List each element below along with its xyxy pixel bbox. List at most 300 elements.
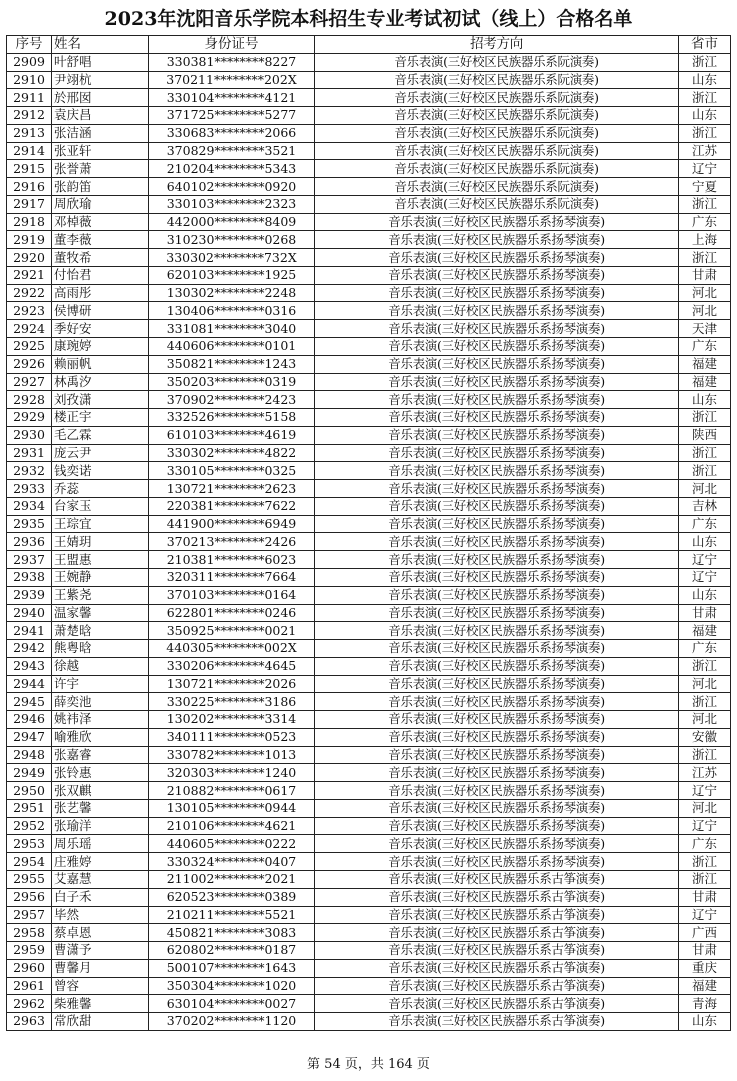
cell-name: 常欣甜 bbox=[52, 1013, 149, 1031]
cell-name: 毛乙霖 bbox=[52, 426, 149, 444]
table-row bbox=[7, 693, 731, 711]
cell-name: 叶舒唱 bbox=[52, 53, 149, 71]
cell-name: 刘孜潇 bbox=[52, 391, 149, 409]
table-header-row bbox=[7, 36, 731, 54]
cell-no: 2959 bbox=[7, 942, 52, 960]
cell-name: 张铃惠 bbox=[52, 764, 149, 782]
cell-province: 河北 bbox=[679, 480, 731, 498]
cell-name: 邓棹薇 bbox=[52, 213, 149, 231]
table-row bbox=[7, 853, 731, 871]
table-row bbox=[7, 89, 731, 107]
cell-province: 福建 bbox=[679, 977, 731, 995]
cell-no: 2929 bbox=[7, 409, 52, 427]
cell-province: 浙江 bbox=[679, 444, 731, 462]
cell-id: 210882********0617 bbox=[149, 782, 315, 800]
cell-no: 2932 bbox=[7, 462, 52, 480]
cell-major: 音乐表演(三好校区民族器乐系扬琴演奏) bbox=[315, 782, 679, 800]
table-row bbox=[7, 497, 731, 515]
table-row bbox=[7, 249, 731, 267]
cell-major: 音乐表演(三好校区民族器乐系阮演奏) bbox=[315, 160, 679, 178]
cell-province: 甘肃 bbox=[679, 266, 731, 284]
table-row bbox=[7, 142, 731, 160]
cell-name: 张艺馨 bbox=[52, 799, 149, 817]
cell-name: 周欣瑜 bbox=[52, 195, 149, 213]
cell-major: 音乐表演(三好校区民族器乐系扬琴演奏) bbox=[315, 444, 679, 462]
cell-id: 330103********2323 bbox=[149, 195, 315, 213]
cell-major: 音乐表演(三好校区民族器乐系扬琴演奏) bbox=[315, 302, 679, 320]
cell-name: 曹馨月 bbox=[52, 959, 149, 977]
cell-id: 442000********8409 bbox=[149, 213, 315, 231]
cell-id: 620802********0187 bbox=[149, 942, 315, 960]
table-row bbox=[7, 728, 731, 746]
cell-name: 张洁涵 bbox=[52, 124, 149, 142]
cell-name: 高雨彤 bbox=[52, 284, 149, 302]
cell-id: 330324********0407 bbox=[149, 853, 315, 871]
cell-province: 浙江 bbox=[679, 870, 731, 888]
cell-id: 332526********5158 bbox=[149, 409, 315, 427]
cell-no: 2958 bbox=[7, 924, 52, 942]
cell-major: 音乐表演(三好校区民族器乐系扬琴演奏) bbox=[315, 764, 679, 782]
cell-name: 张瑜洋 bbox=[52, 817, 149, 835]
cell-major: 音乐表演(三好校区民族器乐系古筝演奏) bbox=[315, 924, 679, 942]
cell-id: 370829********3521 bbox=[149, 142, 315, 160]
cell-major: 音乐表演(三好校区民族器乐系扬琴演奏) bbox=[315, 551, 679, 569]
table-row bbox=[7, 71, 731, 89]
cell-major: 音乐表演(三好校区民族器乐系扬琴演奏) bbox=[315, 799, 679, 817]
cell-province: 河北 bbox=[679, 675, 731, 693]
cell-province: 甘肃 bbox=[679, 888, 731, 906]
cell-major: 音乐表演(三好校区民族器乐系古筝演奏) bbox=[315, 870, 679, 888]
table-row bbox=[7, 53, 731, 71]
table-row bbox=[7, 640, 731, 658]
table-row bbox=[7, 515, 731, 533]
cell-id: 331081********3040 bbox=[149, 320, 315, 338]
cell-no: 2947 bbox=[7, 728, 52, 746]
cell-id: 370202********1120 bbox=[149, 1013, 315, 1031]
header-province: 省市 bbox=[679, 36, 731, 54]
cell-id: 330782********1013 bbox=[149, 746, 315, 764]
cell-name: 许宇 bbox=[52, 675, 149, 693]
cell-major: 音乐表演(三好校区民族器乐系扬琴演奏) bbox=[315, 480, 679, 498]
cell-province: 安徽 bbox=[679, 728, 731, 746]
cell-no: 2953 bbox=[7, 835, 52, 853]
cell-no: 2911 bbox=[7, 89, 52, 107]
cell-major: 音乐表演(三好校区民族器乐系古筝演奏) bbox=[315, 995, 679, 1013]
cell-id: 630104********0027 bbox=[149, 995, 315, 1013]
cell-name: 王婉静 bbox=[52, 568, 149, 586]
table-row bbox=[7, 462, 731, 480]
cell-province: 辽宁 bbox=[679, 906, 731, 924]
cell-major: 音乐表演(三好校区民族器乐系扬琴演奏) bbox=[315, 746, 679, 764]
cell-id: 440606********0101 bbox=[149, 338, 315, 356]
cell-no: 2934 bbox=[7, 497, 52, 515]
page-title: 2023年沈阳音乐学院本科招生专业考试初试（线上）合格名单 bbox=[104, 8, 633, 30]
cell-major: 音乐表演(三好校区民族器乐系扬琴演奏) bbox=[315, 249, 679, 267]
cell-province: 浙江 bbox=[679, 195, 731, 213]
cell-no: 2927 bbox=[7, 373, 52, 391]
cell-id: 622801********0246 bbox=[149, 604, 315, 622]
cell-name: 张亚轩 bbox=[52, 142, 149, 160]
cell-id: 210211********5521 bbox=[149, 906, 315, 924]
cell-no: 2923 bbox=[7, 302, 52, 320]
cell-no: 2938 bbox=[7, 568, 52, 586]
header-name: 姓名 bbox=[52, 36, 149, 54]
cell-province: 广东 bbox=[679, 835, 731, 853]
cell-id: 130202********3314 bbox=[149, 711, 315, 729]
cell-province: 浙江 bbox=[679, 657, 731, 675]
cell-province: 浙江 bbox=[679, 409, 731, 427]
cell-no: 2948 bbox=[7, 746, 52, 764]
cell-name: 侯博研 bbox=[52, 302, 149, 320]
cell-name: 张嘉睿 bbox=[52, 746, 149, 764]
cell-name: 徐越 bbox=[52, 657, 149, 675]
cell-name: 温家馨 bbox=[52, 604, 149, 622]
cell-no: 2925 bbox=[7, 338, 52, 356]
cell-no: 2946 bbox=[7, 711, 52, 729]
cell-major: 音乐表演(三好校区民族器乐系扬琴演奏) bbox=[315, 409, 679, 427]
cell-name: 周乐瑶 bbox=[52, 835, 149, 853]
cell-major: 音乐表演(三好校区民族器乐系扬琴演奏) bbox=[315, 266, 679, 284]
cell-major: 音乐表演(三好校区民族器乐系扬琴演奏) bbox=[315, 355, 679, 373]
table-row bbox=[7, 426, 731, 444]
table-body bbox=[7, 53, 731, 1030]
cell-province: 广西 bbox=[679, 924, 731, 942]
cell-no: 2930 bbox=[7, 426, 52, 444]
cell-major: 音乐表演(三好校区民族器乐系古筝演奏) bbox=[315, 906, 679, 924]
cell-no: 2937 bbox=[7, 551, 52, 569]
cell-major: 音乐表演(三好校区民族器乐系扬琴演奏) bbox=[315, 657, 679, 675]
cell-id: 330104********4121 bbox=[149, 89, 315, 107]
cell-major: 音乐表演(三好校区民族器乐系扬琴演奏) bbox=[315, 586, 679, 604]
cell-id: 440605********0222 bbox=[149, 835, 315, 853]
cell-no: 2940 bbox=[7, 604, 52, 622]
table-row bbox=[7, 160, 731, 178]
cell-id: 370103********0164 bbox=[149, 586, 315, 604]
table-row bbox=[7, 355, 731, 373]
cell-province: 辽宁 bbox=[679, 160, 731, 178]
table-row bbox=[7, 284, 731, 302]
cell-name: 张誉萧 bbox=[52, 160, 149, 178]
cell-province: 浙江 bbox=[679, 53, 731, 71]
cell-id: 130406********0316 bbox=[149, 302, 315, 320]
cell-name: 张双麒 bbox=[52, 782, 149, 800]
cell-id: 370902********2423 bbox=[149, 391, 315, 409]
table-row bbox=[7, 657, 731, 675]
cell-name: 王琮宜 bbox=[52, 515, 149, 533]
cell-province: 广东 bbox=[679, 338, 731, 356]
cell-no: 2916 bbox=[7, 178, 52, 196]
cell-major: 音乐表演(三好校区民族器乐系扬琴演奏) bbox=[315, 426, 679, 444]
cell-no: 2913 bbox=[7, 124, 52, 142]
cell-no: 2920 bbox=[7, 249, 52, 267]
table-row bbox=[7, 817, 731, 835]
table-row bbox=[7, 870, 731, 888]
cell-province: 天津 bbox=[679, 320, 731, 338]
cell-name: 董李薇 bbox=[52, 231, 149, 249]
cell-name: 曾容 bbox=[52, 977, 149, 995]
cell-id: 320311********7664 bbox=[149, 568, 315, 586]
cell-major: 音乐表演(三好校区民族器乐系阮演奏) bbox=[315, 142, 679, 160]
cell-id: 450821********3083 bbox=[149, 924, 315, 942]
cell-id: 370213********2426 bbox=[149, 533, 315, 551]
cell-no: 2926 bbox=[7, 355, 52, 373]
cell-no: 2941 bbox=[7, 622, 52, 640]
cell-no: 2931 bbox=[7, 444, 52, 462]
cell-id: 330225********3186 bbox=[149, 693, 315, 711]
cell-province: 浙江 bbox=[679, 124, 731, 142]
cell-province: 宁夏 bbox=[679, 178, 731, 196]
cell-no: 2961 bbox=[7, 977, 52, 995]
cell-no: 2936 bbox=[7, 533, 52, 551]
cell-name: 庄雅婷 bbox=[52, 853, 149, 871]
cell-major: 音乐表演(三好校区民族器乐系扬琴演奏) bbox=[315, 497, 679, 515]
cell-major: 音乐表演(三好校区民族器乐系阮演奏) bbox=[315, 89, 679, 107]
cell-province: 重庆 bbox=[679, 959, 731, 977]
cell-no: 2954 bbox=[7, 853, 52, 871]
table-row bbox=[7, 888, 731, 906]
cell-province: 江苏 bbox=[679, 764, 731, 782]
cell-id: 320303********1240 bbox=[149, 764, 315, 782]
cell-major: 音乐表演(三好校区民族器乐系扬琴演奏) bbox=[315, 320, 679, 338]
cell-province: 广东 bbox=[679, 213, 731, 231]
cell-major: 音乐表演(三好校区民族器乐系扬琴演奏) bbox=[315, 728, 679, 746]
cell-id: 370211********202X bbox=[149, 71, 315, 89]
cell-province: 河北 bbox=[679, 711, 731, 729]
cell-major: 音乐表演(三好校区民族器乐系阮演奏) bbox=[315, 53, 679, 71]
table-row bbox=[7, 622, 731, 640]
cell-name: 姚祎泽 bbox=[52, 711, 149, 729]
cell-name: 白子禾 bbox=[52, 888, 149, 906]
table-row bbox=[7, 924, 731, 942]
cell-province: 辽宁 bbox=[679, 568, 731, 586]
table-row bbox=[7, 391, 731, 409]
cell-major: 音乐表演(三好校区民族器乐系扬琴演奏) bbox=[315, 835, 679, 853]
cell-province: 广东 bbox=[679, 515, 731, 533]
cell-name: 董牧希 bbox=[52, 249, 149, 267]
table-row bbox=[7, 586, 731, 604]
header-major: 招考方向 bbox=[315, 36, 679, 54]
cell-province: 吉林 bbox=[679, 497, 731, 515]
table-row bbox=[7, 942, 731, 960]
cell-name: 王婧玥 bbox=[52, 533, 149, 551]
cell-major: 音乐表演(三好校区民族器乐系扬琴演奏) bbox=[315, 462, 679, 480]
cell-major: 音乐表演(三好校区民族器乐系扬琴演奏) bbox=[315, 693, 679, 711]
cell-province: 陕西 bbox=[679, 426, 731, 444]
cell-id: 350304********1020 bbox=[149, 977, 315, 995]
cell-no: 2928 bbox=[7, 391, 52, 409]
cell-id: 210204********5343 bbox=[149, 160, 315, 178]
cell-major: 音乐表演(三好校区民族器乐系古筝演奏) bbox=[315, 959, 679, 977]
table-row bbox=[7, 444, 731, 462]
table-row bbox=[7, 178, 731, 196]
cell-name: 於邢囡 bbox=[52, 89, 149, 107]
cell-province: 上海 bbox=[679, 231, 731, 249]
cell-id: 130721********2026 bbox=[149, 675, 315, 693]
cell-no: 2962 bbox=[7, 995, 52, 1013]
table-row bbox=[7, 1013, 731, 1031]
table-row bbox=[7, 266, 731, 284]
cell-id: 620103********1925 bbox=[149, 266, 315, 284]
cell-name: 薛奕池 bbox=[52, 693, 149, 711]
cell-no: 2952 bbox=[7, 817, 52, 835]
cell-province: 山东 bbox=[679, 533, 731, 551]
cell-id: 130302********2248 bbox=[149, 284, 315, 302]
cell-no: 2939 bbox=[7, 586, 52, 604]
cell-name: 张韵笛 bbox=[52, 178, 149, 196]
cell-no: 2963 bbox=[7, 1013, 52, 1031]
cell-id: 440305********002X bbox=[149, 640, 315, 658]
cell-no: 2924 bbox=[7, 320, 52, 338]
table-row bbox=[7, 124, 731, 142]
table-row bbox=[7, 746, 731, 764]
cell-id: 330302********4822 bbox=[149, 444, 315, 462]
cell-name: 蔡卓恩 bbox=[52, 924, 149, 942]
cell-province: 河北 bbox=[679, 284, 731, 302]
cell-id: 130721********2623 bbox=[149, 480, 315, 498]
table-row bbox=[7, 302, 731, 320]
cell-major: 音乐表演(三好校区民族器乐系阮演奏) bbox=[315, 178, 679, 196]
header-id: 身份证号 bbox=[149, 36, 315, 54]
cell-name: 袁庆昌 bbox=[52, 107, 149, 125]
cell-name: 台家玉 bbox=[52, 497, 149, 515]
cell-name: 艾嘉慧 bbox=[52, 870, 149, 888]
cell-major: 音乐表演(三好校区民族器乐系扬琴演奏) bbox=[315, 391, 679, 409]
cell-name: 喻雅欣 bbox=[52, 728, 149, 746]
cell-no: 2918 bbox=[7, 213, 52, 231]
cell-major: 音乐表演(三好校区民族器乐系扬琴演奏) bbox=[315, 675, 679, 693]
cell-no: 2960 bbox=[7, 959, 52, 977]
cell-id: 500107********1643 bbox=[149, 959, 315, 977]
cell-major: 音乐表演(三好校区民族器乐系扬琴演奏) bbox=[315, 817, 679, 835]
cell-major: 音乐表演(三好校区民族器乐系扬琴演奏) bbox=[315, 231, 679, 249]
table-row bbox=[7, 977, 731, 995]
cell-province: 甘肃 bbox=[679, 942, 731, 960]
cell-id: 310230********0268 bbox=[149, 231, 315, 249]
cell-major: 音乐表演(三好校区民族器乐系扬琴演奏) bbox=[315, 853, 679, 871]
cell-no: 2933 bbox=[7, 480, 52, 498]
cell-province: 浙江 bbox=[679, 89, 731, 107]
table-row bbox=[7, 906, 731, 924]
cell-id: 371725********5277 bbox=[149, 107, 315, 125]
cell-province: 辽宁 bbox=[679, 551, 731, 569]
cell-province: 江苏 bbox=[679, 142, 731, 160]
cell-name: 康琬婷 bbox=[52, 338, 149, 356]
cell-major: 音乐表演(三好校区民族器乐系扬琴演奏) bbox=[315, 711, 679, 729]
results-table bbox=[6, 35, 731, 1031]
table-row bbox=[7, 320, 731, 338]
cell-no: 2910 bbox=[7, 71, 52, 89]
cell-no: 2912 bbox=[7, 107, 52, 125]
table-row bbox=[7, 195, 731, 213]
cell-province: 浙江 bbox=[679, 853, 731, 871]
cell-major: 音乐表演(三好校区民族器乐系扬琴演奏) bbox=[315, 284, 679, 302]
cell-id: 330206********4645 bbox=[149, 657, 315, 675]
cell-major: 音乐表演(三好校区民族器乐系阮演奏) bbox=[315, 71, 679, 89]
table-row bbox=[7, 782, 731, 800]
table-row bbox=[7, 107, 731, 125]
cell-major: 音乐表演(三好校区民族器乐系扬琴演奏) bbox=[315, 373, 679, 391]
cell-major: 音乐表演(三好校区民族器乐系阮演奏) bbox=[315, 107, 679, 125]
table-row bbox=[7, 799, 731, 817]
cell-province: 青海 bbox=[679, 995, 731, 1013]
cell-no: 2917 bbox=[7, 195, 52, 213]
cell-no: 2950 bbox=[7, 782, 52, 800]
cell-major: 音乐表演(三好校区民族器乐系古筝演奏) bbox=[315, 1013, 679, 1031]
cell-no: 2949 bbox=[7, 764, 52, 782]
cell-no: 2943 bbox=[7, 657, 52, 675]
cell-id: 330683********2066 bbox=[149, 124, 315, 142]
cell-name: 王紫尧 bbox=[52, 586, 149, 604]
page-footer: 第 54 页，共 164 页 bbox=[307, 1057, 430, 1072]
cell-id: 210106********4621 bbox=[149, 817, 315, 835]
cell-major: 音乐表演(三好校区民族器乐系古筝演奏) bbox=[315, 977, 679, 995]
cell-province: 河北 bbox=[679, 302, 731, 320]
cell-id: 350925********0021 bbox=[149, 622, 315, 640]
cell-major: 音乐表演(三好校区民族器乐系阮演奏) bbox=[315, 195, 679, 213]
cell-major: 音乐表演(三好校区民族器乐系古筝演奏) bbox=[315, 942, 679, 960]
cell-no: 2919 bbox=[7, 231, 52, 249]
cell-name: 楼正宇 bbox=[52, 409, 149, 427]
cell-name: 萧楚晗 bbox=[52, 622, 149, 640]
cell-id: 220381********7622 bbox=[149, 497, 315, 515]
cell-major: 音乐表演(三好校区民族器乐系古筝演奏) bbox=[315, 888, 679, 906]
cell-province: 广东 bbox=[679, 640, 731, 658]
cell-name: 熊粤晗 bbox=[52, 640, 149, 658]
table-row bbox=[7, 675, 731, 693]
table-row bbox=[7, 835, 731, 853]
cell-name: 钱奕诺 bbox=[52, 462, 149, 480]
cell-no: 2922 bbox=[7, 284, 52, 302]
cell-province: 浙江 bbox=[679, 746, 731, 764]
header-no: 序号 bbox=[7, 36, 52, 54]
cell-no: 2957 bbox=[7, 906, 52, 924]
cell-major: 音乐表演(三好校区民族器乐系扬琴演奏) bbox=[315, 604, 679, 622]
cell-name: 庞云尹 bbox=[52, 444, 149, 462]
cell-province: 辽宁 bbox=[679, 782, 731, 800]
cell-province: 辽宁 bbox=[679, 817, 731, 835]
cell-id: 330105********0325 bbox=[149, 462, 315, 480]
cell-province: 山东 bbox=[679, 586, 731, 604]
table-row bbox=[7, 409, 731, 427]
table-row bbox=[7, 995, 731, 1013]
table-row bbox=[7, 480, 731, 498]
cell-major: 音乐表演(三好校区民族器乐系扬琴演奏) bbox=[315, 568, 679, 586]
table-row bbox=[7, 764, 731, 782]
cell-id: 620523********0389 bbox=[149, 888, 315, 906]
cell-province: 山东 bbox=[679, 71, 731, 89]
cell-no: 2909 bbox=[7, 53, 52, 71]
cell-province: 浙江 bbox=[679, 693, 731, 711]
cell-province: 山东 bbox=[679, 391, 731, 409]
cell-no: 2945 bbox=[7, 693, 52, 711]
cell-id: 210381********6023 bbox=[149, 551, 315, 569]
cell-major: 音乐表演(三好校区民族器乐系扬琴演奏) bbox=[315, 515, 679, 533]
cell-id: 640102********0920 bbox=[149, 178, 315, 196]
cell-major: 音乐表演(三好校区民族器乐系扬琴演奏) bbox=[315, 622, 679, 640]
cell-province: 山东 bbox=[679, 1013, 731, 1031]
cell-name: 赖丽帆 bbox=[52, 355, 149, 373]
cell-id: 340111********0523 bbox=[149, 728, 315, 746]
table-row bbox=[7, 711, 731, 729]
cell-province: 福建 bbox=[679, 355, 731, 373]
cell-name: 毕然 bbox=[52, 906, 149, 924]
cell-major: 音乐表演(三好校区民族器乐系扬琴演奏) bbox=[315, 338, 679, 356]
cell-major: 音乐表演(三好校区民族器乐系扬琴演奏) bbox=[315, 533, 679, 551]
cell-province: 福建 bbox=[679, 622, 731, 640]
cell-name: 付怡君 bbox=[52, 266, 149, 284]
cell-name: 季好安 bbox=[52, 320, 149, 338]
table-row bbox=[7, 959, 731, 977]
